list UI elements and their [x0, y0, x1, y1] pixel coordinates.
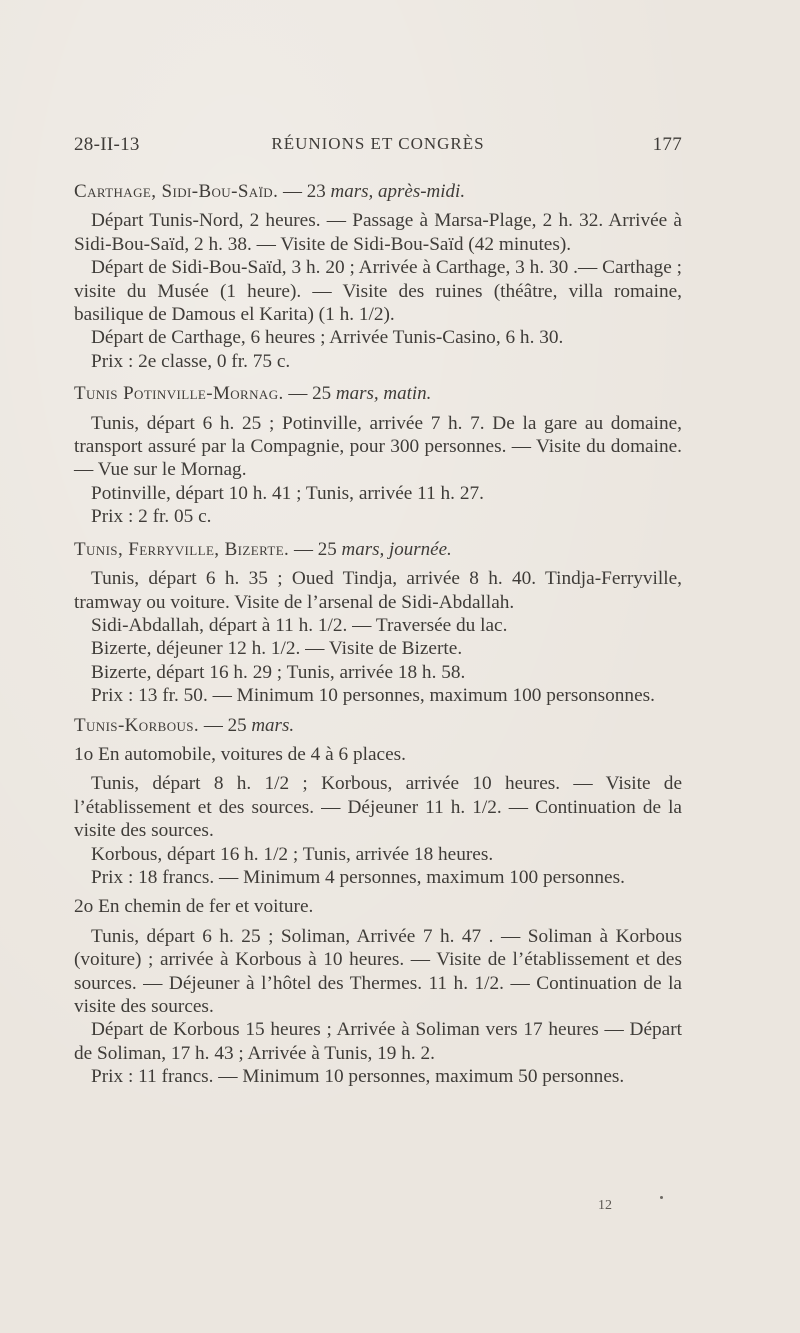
paragraph: Sidi-Abdallah, départ à 11 h. 1/2. — Traversée du lac. [91, 614, 508, 636]
ink-speck [660, 1196, 663, 1199]
page-body [74, 180, 682, 1089]
paragraph: Départ de Sidi-Bou-Saïd, 3 h. 20 ; Arrivée à Carthage, 3 h. 30 .— Carthage ; visite du Musée (1 heure). — Visite des ruines (théâtre, villa romaine, basilique de Damous el Karita) (1 h. 1/2). [74, 257, 682, 326]
section-title-dash: — 23 [278, 181, 331, 202]
section-title-dash: — 25 [283, 383, 336, 405]
section-title-korbous [74, 714, 682, 737]
section-title-place: Tunis, Ferryville, Bizerte. [74, 538, 290, 560]
paragraph: Tunis, départ 6 h. 25 ; Soliman, Arrivée 7 h. 47 . — Soliman à Korbous (voiture) ; arrivée à Korbous à 10 heures. — Visite de l’établissement et des sources. — Déjeuner à l’hôtel des Thermes. 11 h. 1/2. — Continuation de la visite des sources. [74, 925, 682, 1017]
section-title-date: mars. [251, 714, 295, 736]
section-title-potinville [74, 382, 682, 405]
paragraph: Korbous, départ 16 h. 1/2 ; Tunis, arrivée 18 heures. [91, 843, 494, 865]
subheading-rail: 2o En chemin de fer et voiture. [74, 896, 314, 918]
header-date: 28-II-13 [74, 134, 140, 155]
paragraph: Prix : 13 fr. 50. — Minimum 10 personnes, maximum 100 personsonnes. [91, 685, 655, 707]
section-title-date: mars, matin. [335, 383, 432, 405]
paragraph: Prix : 2e classe, 0 fr. 75 c. [91, 350, 291, 372]
paragraph: Tunis, départ 8 h. 1/2 ; Korbous, arrivée 10 heures. — Visite de l’établissement et des sources. — Déjeuner 11 h. 1/2. — Continuation de la visite des sources. [74, 773, 682, 842]
section-title-bizerte [74, 538, 682, 561]
paragraph: Bizerte, déjeuner 12 h. 1/2. — Visite de Bizerte. [91, 638, 463, 660]
running-header [74, 134, 682, 162]
section-title-place: Tunis-Korbous. [74, 714, 200, 736]
paragraph: Départ de Korbous 15 heures ; Arrivée à Soliman vers 17 heures — Départ de Soliman, 17 h. 43 ; Arrivée à Tunis, 19 h. 2. [74, 1019, 682, 1064]
subheading-automobile: 1o En automobile, voitures de 4 à 6 places. [74, 743, 406, 765]
paragraph: Bizerte, départ 16 h. 29 ; Tunis, arrivée 18 h. 58. [91, 661, 466, 683]
section-title-dash: — 25 [289, 538, 342, 560]
header-title: RÉUNIONS ET CONGRÈS [271, 134, 485, 153]
paragraph: Départ Tunis-Nord, 2 heures. — Passage à Marsa-Plage, 2 h. 32. Arrivée à Sidi-Bou-Saïd, 2 h. 38. — Visite de Sidi-Bou-Saïd (42 minutes). [74, 210, 682, 255]
signature-mark: 12 [598, 1198, 612, 1213]
paragraph: Départ de Carthage, 6 heures ; Arrivée Tunis-Casino, 6 h. 30. [91, 327, 564, 349]
paragraph: Prix : 2 fr. 05 c. [91, 506, 212, 528]
section-title-dash: — 25 [199, 714, 252, 736]
paragraph: Tunis, départ 6 h. 25 ; Potinville, arrivée 7 h. 7. De la gare au domaine, transport assuré par la Compagnie, pour 300 personnes. — Visite du domaine. — Vue sur le Mornag. [74, 412, 682, 481]
section-title-carthage [74, 180, 682, 203]
paragraph: Prix : 18 francs. — Minimum 4 personnes, maximum 100 personnes. [91, 866, 625, 888]
section-title-date: mars, journée. [341, 538, 452, 560]
page-number: 177 [652, 134, 682, 155]
section-title-place: Tunis Potinville-Mornag. [74, 383, 284, 405]
section-title-place: Carthage, Sidi-Bou-Saïd. [74, 181, 279, 202]
paragraph: Prix : 11 francs. — Minimum 10 personnes, maximum 50 personnes. [91, 1066, 625, 1088]
section-title-date: mars, après-midi. [330, 181, 466, 202]
paragraph: Potinville, départ 10 h. 41 ; Tunis, arrivée 11 h. 27. [91, 482, 484, 504]
paragraph: Tunis, départ 6 h. 35 ; Oued Tindja, arrivée 8 h. 40. Tindja-Ferryville, tramway ou voiture. Visite de l’arsenal de Sidi-Abdallah. [74, 568, 682, 613]
